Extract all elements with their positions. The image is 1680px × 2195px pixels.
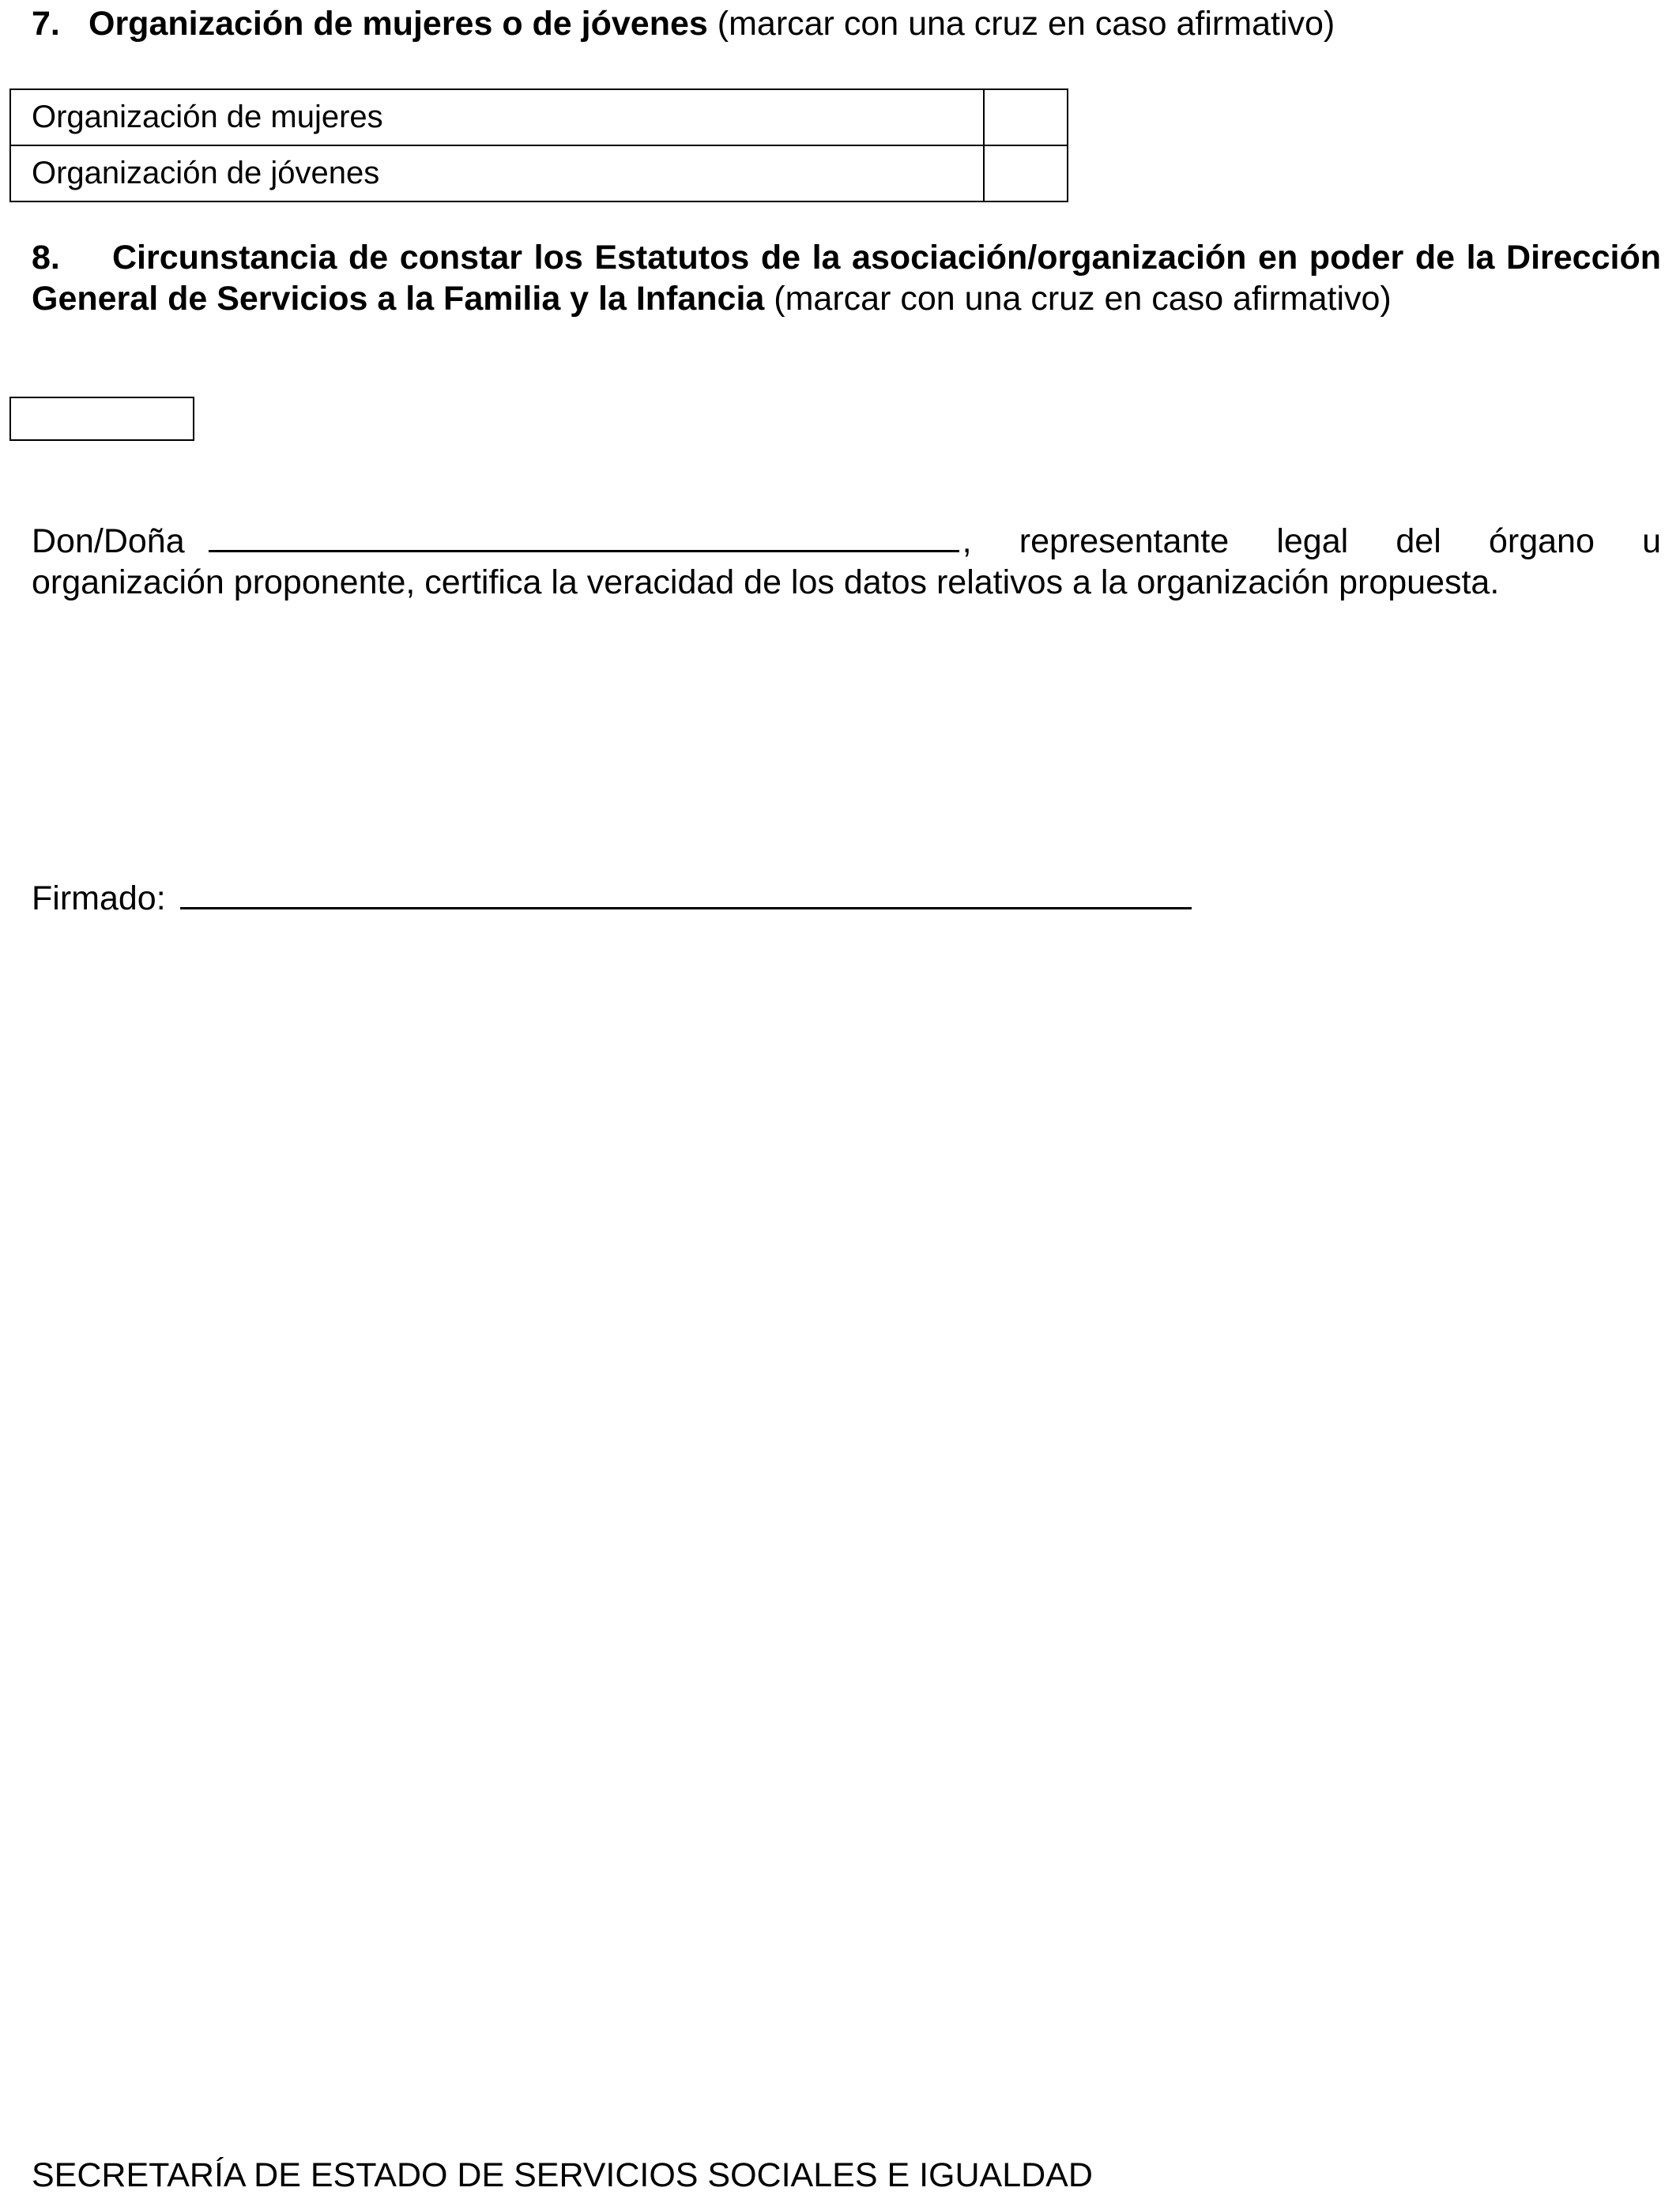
signature-field[interactable] bbox=[180, 875, 1192, 909]
signature-row bbox=[32, 875, 1192, 919]
section-7-title: Organización de mujeres o de jóvenes bbox=[89, 5, 708, 43]
certification-text: , representante legal del órgano u organización proponente, certifica la veracidad de los datos relativos a la organización propuesta. bbox=[32, 522, 1661, 601]
certification-prefix: Don/Doña bbox=[32, 522, 185, 560]
checkbox-jovenes[interactable] bbox=[984, 145, 1068, 201]
certification-paragraph bbox=[32, 518, 1661, 603]
table-row bbox=[10, 89, 1068, 145]
checkbox-mujeres[interactable] bbox=[984, 89, 1068, 145]
section-8-heading bbox=[32, 237, 1661, 319]
option-label-mujeres: Organización de mujeres bbox=[10, 89, 984, 145]
checkbox-estatutos[interactable] bbox=[9, 397, 194, 441]
section-7-note: (marcar con una cruz en caso afirmativo) bbox=[717, 5, 1335, 43]
section-7-heading bbox=[32, 3, 1335, 44]
option-label-jovenes: Organización de jóvenes bbox=[10, 145, 984, 201]
signature-label: Firmado: bbox=[32, 879, 166, 917]
page-footer: SECRETARÍA DE ESTADO DE SERVICIOS SOCIALES E IGUALDAD bbox=[32, 2156, 1093, 2194]
representative-name-field[interactable] bbox=[209, 518, 959, 552]
section-8-number: 8. bbox=[32, 239, 60, 277]
table-row bbox=[10, 145, 1068, 201]
section-8-note: (marcar con una cruz en caso afirmativo) bbox=[774, 280, 1392, 318]
section-8-title: Circunstancia de constar los Estatutos de la asociación/organización en poder de la Dirección General de Servicios a la Familia y la Infancia bbox=[32, 239, 1661, 318]
section-7-number: 7. bbox=[32, 5, 60, 43]
organization-type-table bbox=[9, 88, 1068, 202]
